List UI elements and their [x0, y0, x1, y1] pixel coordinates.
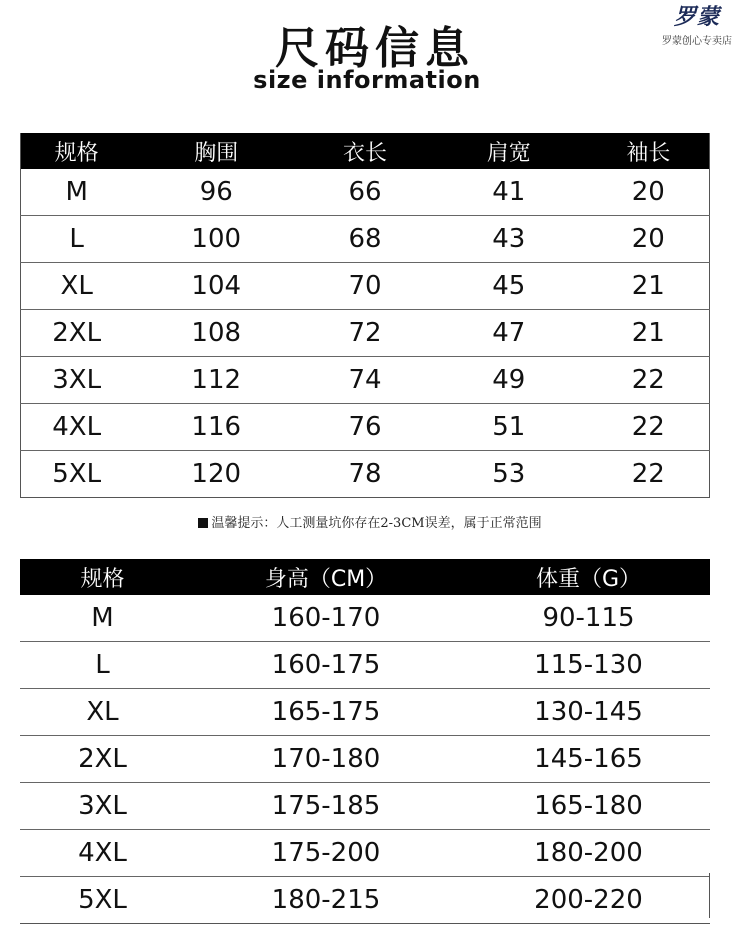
table-row [21, 263, 710, 310]
cell-chest: 104 [132, 263, 300, 310]
page-subtitle: size information [253, 66, 481, 94]
cell-weight: 165-180 [467, 783, 710, 830]
cell-size: 2XL [20, 736, 185, 783]
cell-weight: 180-200 [467, 830, 710, 877]
cell-height: 160-170 [185, 595, 467, 642]
cell-chest: 108 [132, 310, 300, 357]
brand-logo: 罗蒙 [673, 4, 720, 30]
table-row [21, 404, 710, 451]
column-header-length: 衣长 [300, 133, 430, 169]
cell-size: L [20, 642, 185, 689]
table-row [21, 169, 710, 216]
size-measurement-table [20, 133, 710, 498]
table-row [20, 689, 710, 736]
column-header-weight: 体重（G） [467, 559, 710, 595]
cell-height: 165-175 [185, 689, 467, 736]
brand-watermark [652, 4, 742, 47]
cell-height: 180-215 [185, 877, 467, 924]
column-header-shoulder: 肩宽 [430, 133, 588, 169]
cell-size: XL [21, 263, 133, 310]
column-header-height: 身高（CM） [185, 559, 467, 595]
note-text: 温馨提示：人工测量坑你存在2-3CM误差，属于正常范围 [211, 516, 542, 531]
table-row [21, 310, 710, 357]
cell-size: M [20, 595, 185, 642]
cell-length: 66 [300, 169, 430, 216]
cell-sleeve: 21 [588, 310, 710, 357]
cell-sleeve: 20 [588, 169, 710, 216]
brand-shop-name: 罗蒙创心专卖店 [662, 36, 732, 47]
cell-sleeve: 22 [588, 404, 710, 451]
column-header-spec: 规格 [20, 559, 185, 595]
page-title: 尺码信息 [275, 23, 475, 74]
table-header-row [20, 559, 710, 595]
cell-size: 4XL [21, 404, 133, 451]
cell-size: 2XL [21, 310, 133, 357]
cell-sleeve: 21 [588, 263, 710, 310]
cell-shoulder: 43 [430, 216, 588, 263]
cell-shoulder: 41 [430, 169, 588, 216]
cell-size: 3XL [20, 783, 185, 830]
column-header-spec: 规格 [21, 133, 133, 169]
cell-length: 72 [300, 310, 430, 357]
cell-chest: 112 [132, 357, 300, 404]
cell-chest: 96 [132, 169, 300, 216]
cell-shoulder: 49 [430, 357, 588, 404]
size-fit-table [20, 559, 710, 924]
table-row [20, 830, 710, 877]
bullet-square-icon [198, 518, 208, 528]
cell-length: 68 [300, 216, 430, 263]
table-row [21, 216, 710, 263]
cell-length: 76 [300, 404, 430, 451]
measurement-note [0, 512, 740, 531]
cell-height: 175-200 [185, 830, 467, 877]
cell-size: 4XL [20, 830, 185, 877]
cell-length: 74 [300, 357, 430, 404]
cell-height: 170-180 [185, 736, 467, 783]
cell-size: L [21, 216, 133, 263]
table-row [21, 451, 710, 498]
cell-sleeve: 22 [631, 459, 665, 489]
cell-chest: 116 [132, 404, 300, 451]
column-header-chest: 胸围 [132, 133, 300, 169]
cell-length: 78 [348, 459, 382, 489]
cell-height: 160-175 [185, 642, 467, 689]
cell-weight: 130-145 [467, 689, 710, 736]
table-row [20, 642, 710, 689]
table-row [20, 595, 710, 642]
table-row [20, 877, 710, 924]
cell-length: 70 [300, 263, 430, 310]
cell-weight: 200-220 [467, 877, 710, 924]
cell-size: 5XL [20, 877, 185, 924]
cell-weight: 145-165 [467, 736, 710, 783]
cell-weight: 90-115 [467, 595, 710, 642]
cell-size: M [21, 169, 133, 216]
cell-size: XL [20, 689, 185, 736]
column-header-sleeve: 袖长 [588, 133, 710, 169]
cell-chest: 120 [191, 459, 242, 489]
table-row [21, 357, 710, 404]
cell-shoulder: 47 [430, 310, 588, 357]
table-edge-divider [709, 873, 710, 918]
cell-sleeve: 20 [588, 216, 710, 263]
cell-shoulder: 45 [430, 263, 588, 310]
table-row [20, 783, 710, 830]
cell-chest: 100 [132, 216, 300, 263]
cell-height: 175-185 [185, 783, 467, 830]
table-row [20, 736, 710, 783]
table-header-row [21, 133, 710, 169]
cell-size: 5XL [52, 459, 102, 489]
cell-size: 3XL [21, 357, 133, 404]
cell-shoulder: 51 [430, 404, 588, 451]
cell-sleeve: 22 [588, 357, 710, 404]
cell-shoulder: 53 [492, 459, 526, 489]
cell-weight: 115-130 [467, 642, 710, 689]
